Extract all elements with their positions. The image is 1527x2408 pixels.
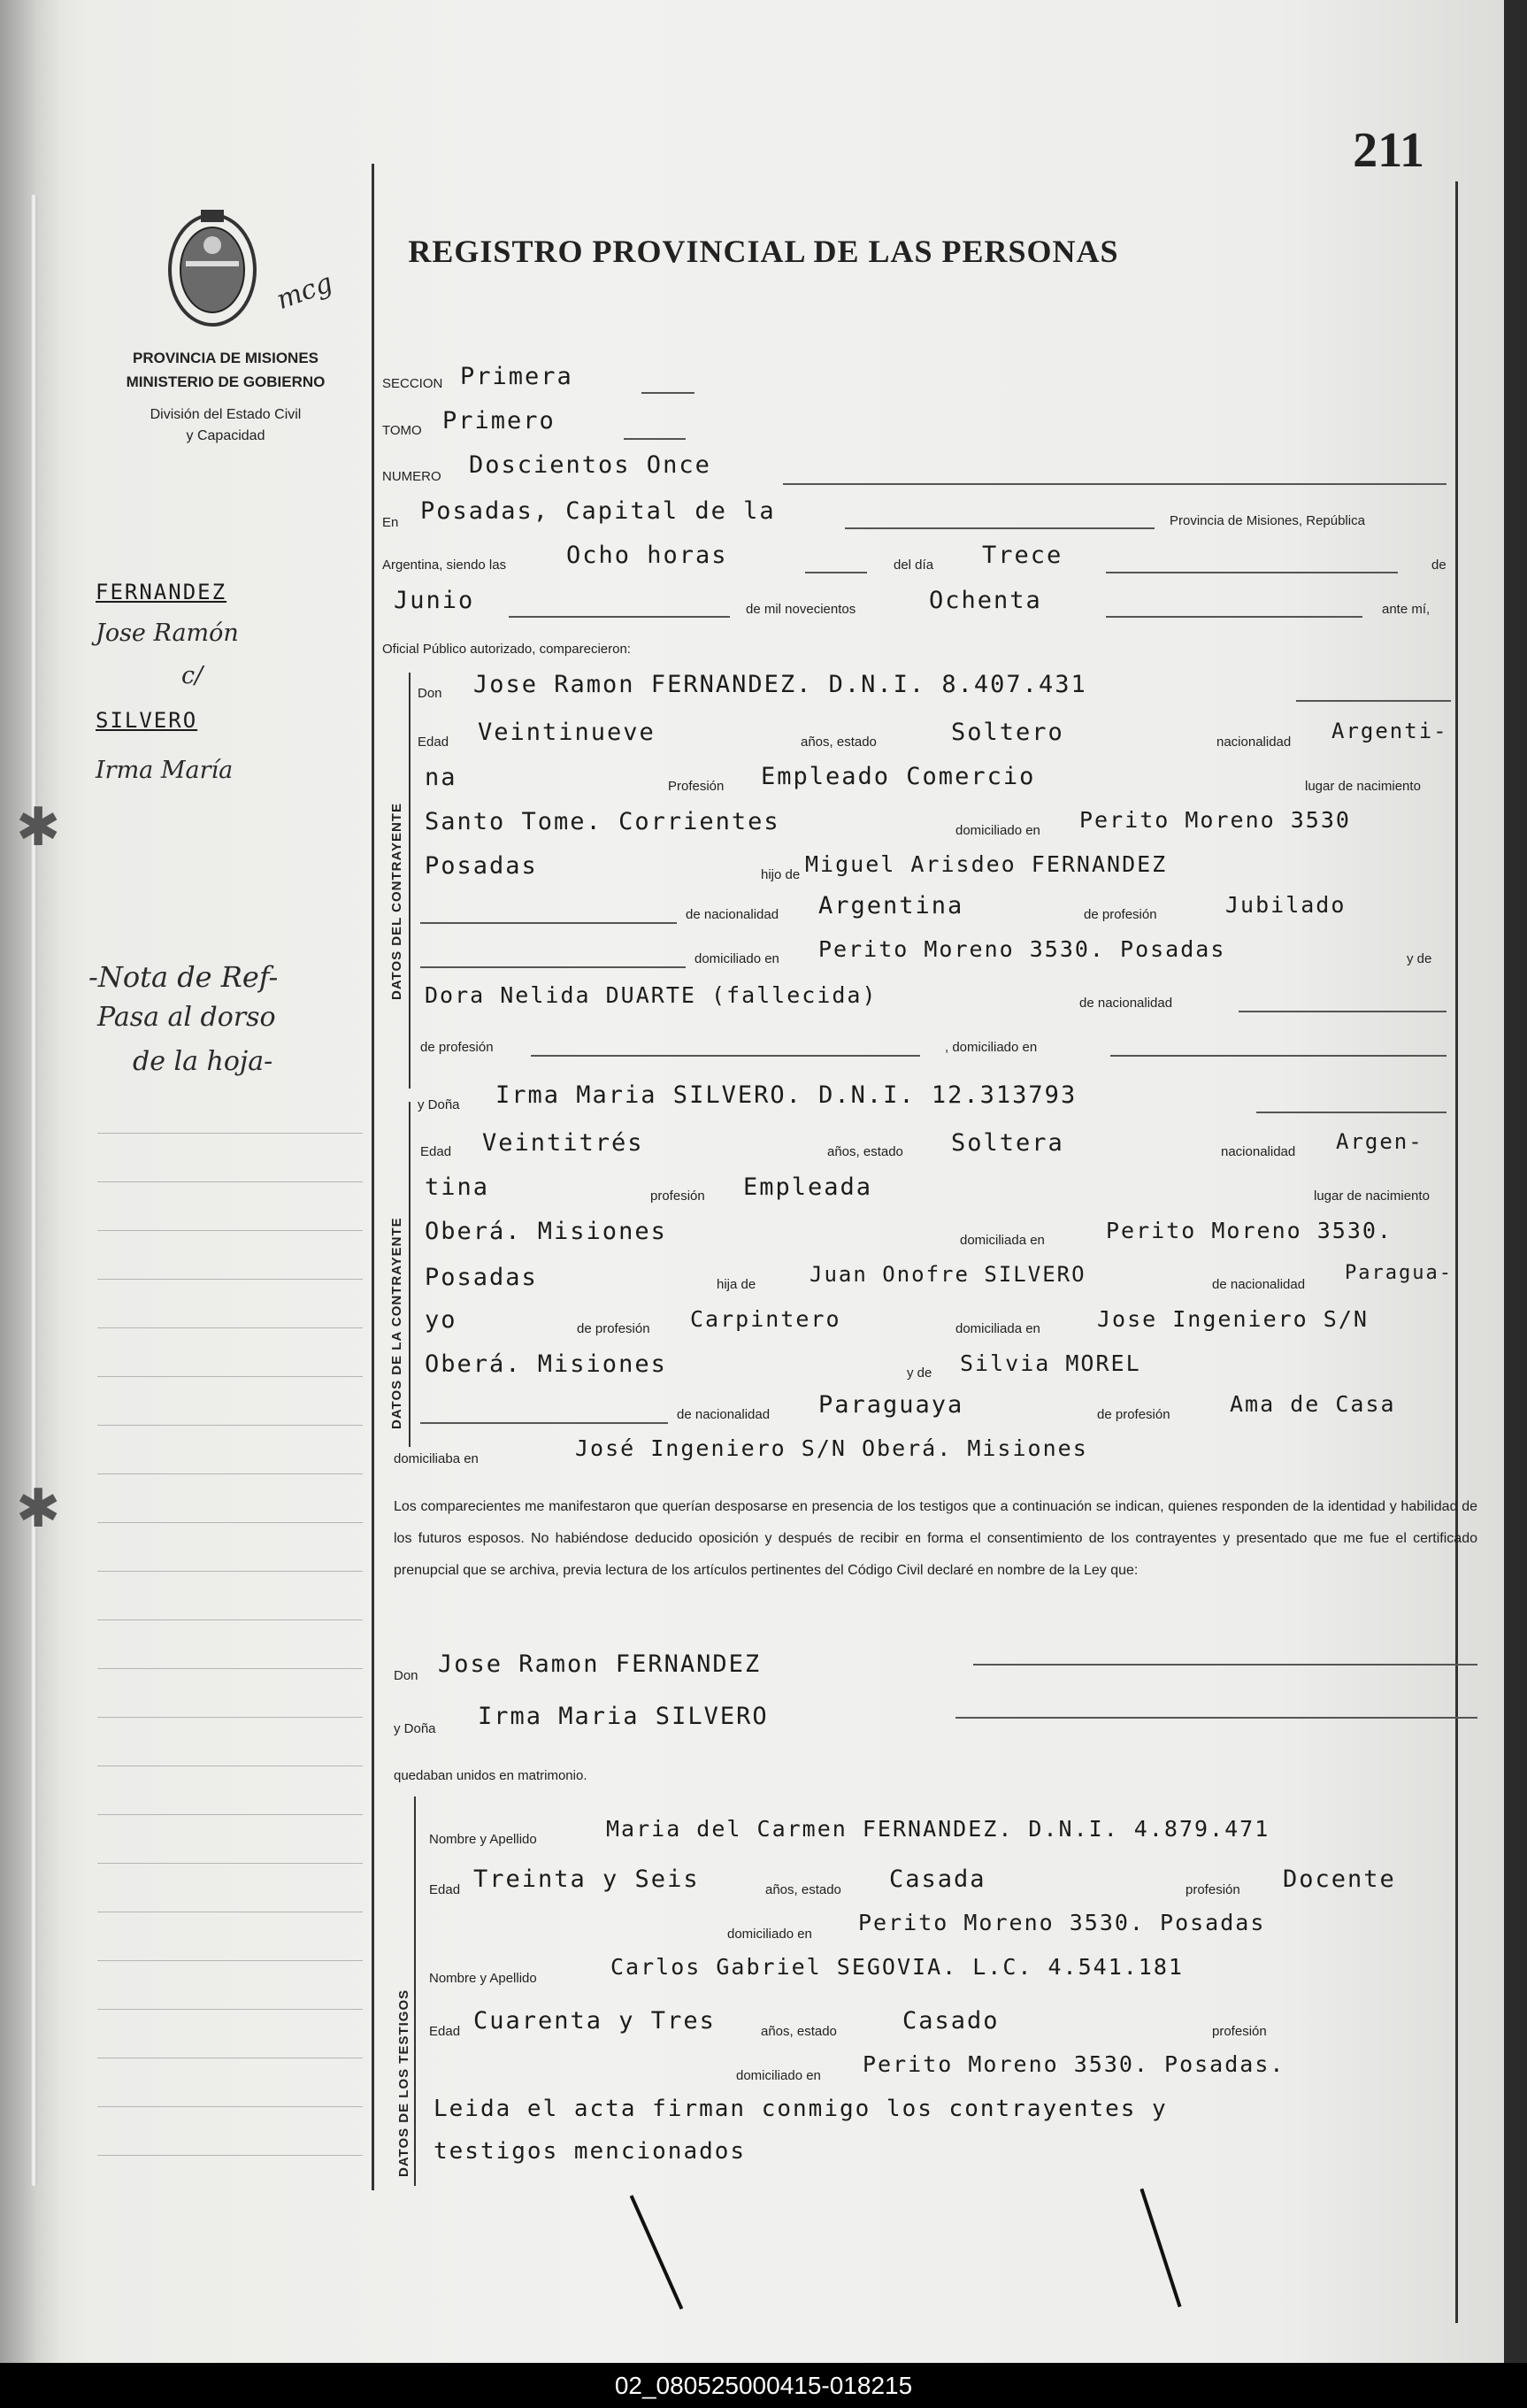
- blank-line: [420, 922, 677, 924]
- division-name-2: y Capacidad: [186, 428, 265, 443]
- right-margin-line: [1455, 181, 1458, 2323]
- label-w2-nombre: Nombre y Apellido: [429, 1971, 537, 1986]
- label-bride-madre-prof: de profesión: [1097, 1407, 1170, 1422]
- label-w1-profesion: profesión: [1186, 1882, 1240, 1897]
- label-seccion: SECCION: [382, 376, 443, 391]
- label-lugar-nac: lugar de nacimiento: [1305, 779, 1421, 794]
- margin-surname-bride: SILVERO: [96, 708, 198, 733]
- groom-padre-nac: Argentina: [818, 892, 964, 919]
- label-domiciliaba: domiciliaba en: [394, 1451, 479, 1466]
- label-spouse-don: Don: [394, 1668, 418, 1683]
- margin-rule: [97, 2009, 363, 2010]
- blank-line: [845, 527, 1155, 529]
- margin-rule: [97, 1619, 363, 1620]
- blank-line: [1106, 572, 1398, 573]
- value-hora: Ocho horas: [566, 542, 728, 569]
- label-w1-nombre: Nombre y Apellido: [429, 1832, 537, 1847]
- bride-lugar-nac: Oberá. Misiones: [425, 1218, 667, 1245]
- blank-line: [420, 966, 686, 968]
- margin-name-bride: Irma María: [96, 757, 234, 784]
- thread-knot: ✱: [16, 796, 61, 858]
- division-name: División del Estado Civil: [150, 407, 302, 422]
- ministry-name: MINISTERIO DE GOBIERNO: [126, 373, 326, 390]
- margin-rule: [97, 1327, 363, 1328]
- label-domiciliado: domiciliado en: [955, 823, 1040, 838]
- blank-line: [1110, 1055, 1446, 1057]
- blank-line: [1296, 700, 1451, 702]
- label-w1-edad: Edad: [429, 1882, 461, 1897]
- margin-rule: [97, 1133, 363, 1134]
- side-label-groom: DATOS DEL CONTRAYENTE: [389, 803, 404, 1000]
- witness1-edad: Treinta y Seis: [473, 1866, 700, 1893]
- bride-profesion: Empleada: [743, 1173, 873, 1201]
- groom-padre: Miguel Arisdeo FERNANDEZ: [805, 851, 1168, 877]
- label-bride-nacionalidad: nacionalidad: [1221, 1144, 1296, 1159]
- value-lugar: Posadas, Capital de la: [420, 497, 776, 525]
- margin-rule: [97, 1571, 363, 1572]
- label-tomo: TOMO: [382, 423, 422, 438]
- bride-padre: Juan Onofre SILVERO: [810, 1262, 1086, 1287]
- declaration-text: Los comparecientes me manifestaron que querían desposarse en presencia de los testigos que a continuación se indican, quienes responden de la identidad y habilidad de los futuros esposos. No habiéndose deducido oposición y después de recibir en forma el consentimiento de los contrayentes y presentado que me fue el certificado prenupcial que se archiva, previa lectura de los artículos pertinentes del Código Civil declaré en nombre de la Ley que:: [394, 1499, 1477, 1578]
- bride-padre-prof: Carpintero: [690, 1306, 841, 1332]
- witness1-estado: Casada: [889, 1866, 986, 1893]
- bride-nacionalidad: Argen-: [1336, 1129, 1423, 1154]
- blank-line: [1256, 1112, 1446, 1113]
- label-anos-estado: años, estado: [801, 735, 877, 750]
- label-provincia: Provincia de Misiones, República: [1170, 513, 1365, 528]
- margin-rule: [97, 2155, 363, 2156]
- margin-rule: [97, 1668, 363, 1669]
- label-bride-padre-nac: de nacionalidad: [1212, 1277, 1306, 1292]
- groom-nacionalidad: Argenti-: [1331, 719, 1448, 743]
- label-profesion: Profesión: [668, 779, 725, 794]
- label-bride-y-de: y de: [907, 1366, 932, 1381]
- bride-edad: Veintitrés: [482, 1129, 644, 1157]
- margin-rule: [97, 1863, 363, 1864]
- province-name: PROVINCIA DE MISIONES: [132, 350, 318, 366]
- blank-line: [783, 483, 1446, 485]
- label-bride-padre-dom: domiciliada en: [955, 1321, 1040, 1336]
- closing-line-1: Leida el acta firman conmigo los contrayentes y: [434, 2096, 1168, 2122]
- label-w2-estado: años, estado: [761, 2024, 837, 2039]
- witness2-name: Carlos Gabriel SEGOVIA. L.C. 4.541.181: [610, 1954, 1184, 1980]
- groom-domicilio-2: Posadas: [425, 852, 538, 880]
- groom-nacionalidad-2: na: [425, 764, 457, 791]
- blank-line: [420, 1422, 668, 1424]
- label-bride-lugar-nac: lugar de nacimiento: [1314, 1189, 1430, 1204]
- label-spouse-dona: y Doña: [394, 1721, 436, 1736]
- witness1-name: Maria del Carmen FERNANDEZ. D.N.I. 4.879.471: [606, 1816, 1270, 1842]
- value-anio: Ochenta: [929, 587, 1042, 614]
- label-bride-edad: Edad: [420, 1144, 452, 1159]
- groom-edad: Veintinueve: [478, 719, 656, 746]
- bride-padre-dom-2: Oberá. Misiones: [425, 1350, 667, 1378]
- label-y-de: y de: [1407, 951, 1432, 966]
- margin-note-line1: -Nota de Ref-: [88, 960, 279, 994]
- label-bride-profesion: profesión: [650, 1189, 705, 1204]
- label-madre-nacionalidad: de nacionalidad: [1079, 996, 1173, 1011]
- margin-rule: [97, 1425, 363, 1426]
- margin-rule: [97, 1814, 363, 1815]
- spouse-don: Jose Ramon FERNANDEZ: [438, 1650, 762, 1678]
- label-nacionalidad: nacionalidad: [1216, 735, 1292, 750]
- left-margin-line: [372, 164, 374, 2190]
- closing-line-2: testigos mencionados: [434, 2138, 747, 2165]
- document-id: 02_080525000415-018215: [614, 2372, 913, 2399]
- margin-surname-groom: FERNANDEZ: [96, 580, 227, 604]
- blank-line: [509, 616, 730, 618]
- signature-stroke: [630, 2195, 684, 2310]
- label-quedaban: quedaban unidos en matrimonio.: [394, 1768, 587, 1783]
- bride-domicilio: Perito Moreno 3530.: [1106, 1218, 1393, 1243]
- margin-rule: [97, 1717, 363, 1718]
- value-mes: Junio: [394, 587, 475, 614]
- label-en: En: [382, 515, 399, 530]
- label-w2-profesion: profesión: [1212, 2024, 1267, 2039]
- groom-estado: Soltero: [951, 719, 1064, 746]
- document-title: REGISTRO PROVINCIAL DE LAS PERSONAS: [408, 234, 1119, 269]
- blank-line: [1106, 616, 1362, 618]
- witness1-profesion: Docente: [1283, 1866, 1396, 1893]
- witness2-domicilio: Perito Moreno 3530. Posadas.: [863, 2051, 1285, 2077]
- margin-note-line3: de la hoja-: [133, 1046, 273, 1077]
- bride-box-line: [409, 1102, 411, 1447]
- label-de: de: [1431, 558, 1446, 573]
- label-madre-domicilio: , domiciliado en: [945, 1040, 1038, 1055]
- label-argentina: Argentina, siendo las: [382, 558, 507, 573]
- label-w2-domicilio: domiciliado en: [736, 2068, 821, 2083]
- groom-name: Jose Ramon FERNANDEZ. D.N.I. 8.407.431: [473, 671, 1087, 698]
- bride-domicilio-2: Posadas: [425, 1264, 538, 1291]
- blank-line: [641, 392, 694, 394]
- label-bride-madre-nac: de nacionalidad: [677, 1407, 771, 1422]
- bride-padre-nac: Paragua-: [1345, 1262, 1453, 1284]
- label-hijo-de: hijo de: [761, 867, 801, 882]
- groom-padre-prof: Jubilado: [1225, 892, 1347, 918]
- margin-rule: [97, 2106, 363, 2107]
- provincial-seal-icon: [164, 199, 261, 332]
- margin-rule: [97, 1230, 363, 1231]
- label-bride-estado: años, estado: [827, 1144, 903, 1159]
- label-hija-de: hija de: [717, 1277, 756, 1292]
- margin-rule: [97, 1376, 363, 1377]
- label-de-mil: de mil novecientos: [746, 602, 856, 617]
- margin-rule: [97, 1181, 363, 1182]
- groom-lugar-nac: Santo Tome. Corrientes: [425, 808, 780, 835]
- scan-footer: [0, 2363, 1527, 2408]
- margin-rule: [97, 1522, 363, 1523]
- label-madre-profesion: de profesión: [420, 1040, 494, 1055]
- bride-madre-dom: José Ingeniero S/N Oberá. Misiones: [575, 1435, 1088, 1461]
- page-number: 211: [1353, 123, 1424, 178]
- label-domiciliado-padre: domiciliado en: [694, 951, 779, 966]
- groom-madre: Dora Nelida DUARTE (fallecida): [425, 982, 878, 1008]
- groom-profesion: Empleado Comercio: [761, 763, 1036, 790]
- label-w1-domicilio: domiciliado en: [727, 1927, 812, 1942]
- spouse-dona: Irma Maria SILVERO: [478, 1703, 769, 1730]
- label-bride-domiciliada: domiciliada en: [960, 1233, 1045, 1248]
- value-dia: Trece: [982, 542, 1063, 569]
- bride-padre-nac-2: yo: [425, 1306, 457, 1334]
- margin-rule: [97, 1960, 363, 1961]
- bride-madre-nac: Paraguaya: [818, 1391, 964, 1419]
- bride-madre-prof: Ama de Casa: [1230, 1391, 1396, 1417]
- groom-domicilio: Perito Moreno 3530: [1079, 807, 1351, 833]
- label-don: Don: [418, 686, 442, 701]
- label-bride-padre-prof: de profesión: [577, 1321, 650, 1336]
- label-de-nacionalidad: de nacionalidad: [686, 907, 779, 922]
- blank-line: [805, 572, 867, 573]
- label-oficial: Oficial Público autorizado, comparecieron:: [382, 642, 631, 657]
- groom-padre-dom: Perito Moreno 3530. Posadas: [818, 936, 1226, 962]
- witness-box-line: [414, 1796, 416, 2186]
- side-label-bride: DATOS DE LA CONTRAYENTE: [389, 1217, 404, 1429]
- signature-stroke: [1139, 2189, 1181, 2307]
- label-numero: NUMERO: [382, 469, 441, 484]
- bride-padre-dom: Jose Ingeniero S/N: [1097, 1306, 1369, 1332]
- witness2-edad: Cuarenta y Tres: [473, 2007, 716, 2035]
- bride-madre: Silvia MOREL: [960, 1350, 1141, 1376]
- bride-nacionalidad-2: tina: [425, 1173, 490, 1201]
- margin-name-groom: Jose Ramón: [96, 619, 239, 647]
- bride-name: Irma Maria SILVERO. D.N.I. 12.313793: [495, 1081, 1078, 1109]
- label-edad: Edad: [418, 735, 449, 750]
- thread-knot: ✱: [16, 1478, 61, 1540]
- margin-rule: [97, 1279, 363, 1280]
- label-ante-mi: ante mí,: [1382, 602, 1431, 617]
- label-w2-edad: Edad: [429, 2024, 461, 2039]
- value-tomo: Primero: [442, 407, 556, 435]
- blank-line: [1239, 1011, 1446, 1012]
- value-numero: Doscientos Once: [469, 451, 711, 479]
- blank-line: [531, 1055, 920, 1057]
- blank-line: [973, 1664, 1477, 1666]
- margin-note-line2: Pasa al dorso: [97, 1002, 276, 1033]
- binding-thread: [30, 195, 37, 2186]
- handwritten-initials: mcg: [272, 267, 337, 316]
- groom-box-line: [409, 673, 411, 1089]
- side-label-witnesses: DATOS DE LOS TESTIGOS: [396, 1989, 411, 2177]
- blank-line: [955, 1717, 1477, 1719]
- witness1-domicilio: Perito Moreno 3530. Posadas: [858, 1910, 1266, 1935]
- value-seccion: Primera: [460, 363, 573, 390]
- margin-connector: c/: [181, 662, 203, 689]
- label-de-profesion: de profesión: [1084, 907, 1157, 922]
- label-del-dia: del día: [894, 558, 934, 573]
- label-w1-estado: años, estado: [765, 1882, 841, 1897]
- margin-rule: [97, 1473, 363, 1474]
- blank-line: [624, 438, 686, 440]
- bride-estado: Soltera: [951, 1129, 1064, 1157]
- witness2-estado: Casado: [902, 2007, 1000, 2035]
- label-y-dona: y Doña: [418, 1097, 460, 1112]
